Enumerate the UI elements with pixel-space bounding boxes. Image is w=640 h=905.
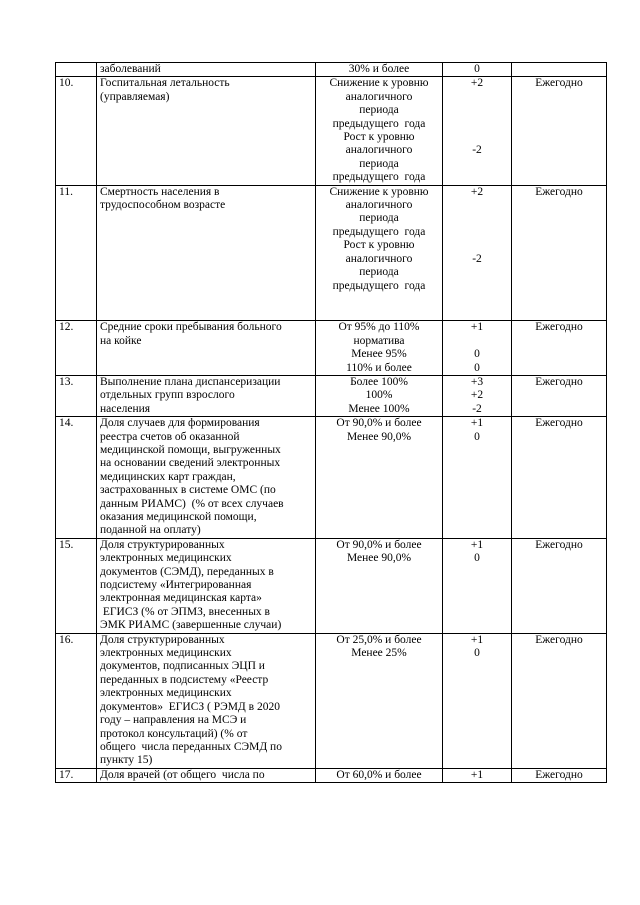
points-value: +1 [470,321,484,334]
indicator-name-line: электронных медицинских [100,552,232,565]
table-row [56,633,607,768]
points-value: 0 [474,552,480,565]
row-number-text: 12. [59,321,74,334]
criteria-line: предыдущего года [332,279,426,292]
criteria-line: Снижение к уровню [329,185,429,198]
periodicity [512,417,607,539]
criteria-line: аналогичного [345,90,413,103]
evaluation-criteria [316,768,443,782]
points-value: 0 [474,647,480,660]
points-value [446,104,508,117]
indicator-name-line: протокол консультаций) (% от [100,727,248,740]
indicator-name-line: медицинской помощи, выгруженных [100,443,281,456]
criteria-line [319,293,439,306]
indicator-name-line: застрахованных в системе ОМС (по [100,484,276,497]
criteria-line: Менее 25% [351,647,407,660]
indicator-name-line: ЕГИСЗ (% от ЭПМЗ, внесенных в [100,605,270,618]
table-row [56,417,607,539]
table-row [56,375,607,416]
criteria-line: аналогичного [345,199,413,212]
criteria-line: От 95% до 110% [338,321,420,334]
points [443,417,512,539]
indicator-name-line: (управляемая) [100,90,170,103]
row-number-text: 16. [59,633,74,646]
indicator-name-line: электронных медицинских [100,687,232,700]
periodicity-text: Ежегодно [535,185,583,198]
criteria-line: периода [359,104,399,117]
periodicity [512,538,607,633]
row-number-text: 11. [59,185,73,198]
evaluation-criteria [316,77,443,185]
indicator-name-line: Доля структурированных [100,538,225,551]
criteria-line: Снижение к уровню [329,77,429,90]
row-number [56,375,97,416]
evaluation-criteria [316,63,443,77]
indicator-name-line: Госпитальная летальность [100,77,230,90]
indicator-name-line: Выполнение плана диспансеризации [100,375,281,388]
criteria-line: Рост к уровню [343,239,415,252]
periodicity-text: Ежегодно [535,375,583,388]
points-value [446,212,508,225]
table-body [56,63,607,783]
periodicity-text: Ежегодно [535,321,583,334]
criteria-line: Рост к уровню [343,131,415,144]
points [443,77,512,185]
points [443,538,512,633]
row-number-text: 17. [59,768,74,781]
table-row [56,768,607,782]
criteria-line: От 25,0% и более [336,633,422,646]
row-number-text: 10. [59,77,74,90]
indicator-name [97,768,316,782]
criteria-line: периода [359,212,399,225]
indicator-name-line: Доля врачей (от общего числа по [100,768,265,781]
points-value [446,335,508,348]
indicator-name-line: переданных в подсистему «Реестр [100,673,269,686]
points-value: +1 [470,768,484,781]
periodicity-text: Ежегодно [535,77,583,90]
periodicity [512,321,607,376]
evaluation-criteria [316,633,443,768]
criteria-line: аналогичного [345,144,413,157]
points-value: +3 [470,375,484,388]
table-row [56,321,607,376]
points-value: 0 [474,361,480,374]
indicator-name-line: Смертность населения в [100,185,220,198]
points-value: 0 [474,348,480,361]
points-value: -2 [472,252,482,265]
criteria-line: Менее 90,0% [346,430,412,443]
table-row [56,185,607,321]
periodicity [512,633,607,768]
periodicity-text: Ежегодно [535,538,583,551]
row-number [56,633,97,768]
points [443,375,512,416]
indicator-name-line: документов» ЕГИСЗ ( РЭМД в 2020 [100,700,280,713]
table-row [56,63,607,77]
row-number [56,417,97,539]
points-value [446,91,508,104]
points-value: +1 [470,538,484,551]
row-number-text: 13. [59,375,74,388]
indicator-name-line: подсистему «Интегрированная [100,579,252,592]
indicator-name-line: поданной на оплату) [100,524,201,537]
evaluation-criteria [316,417,443,539]
indicator-name-line: документов, подписанных ЭЦП и [100,660,265,673]
row-number-text: 15. [59,538,74,551]
points-value [446,239,508,252]
periodicity [512,768,607,782]
indicator-name-line: отдельных групп взрослого [100,389,235,402]
indicators-table [55,62,607,783]
row-number [56,185,97,321]
table-row [56,538,607,633]
indicator-name-line: населения [100,402,151,415]
criteria-line: 110% и более [346,361,412,374]
periodicity-text: Ежегодно [535,768,583,781]
points-value [446,131,508,144]
periodicity [512,77,607,185]
points [443,321,512,376]
indicator-name-line: данным РИАМС) (% от всех случаев [100,497,284,510]
criteria-line: предыдущего года [332,171,426,184]
row-number [56,77,97,185]
indicator-name-line: ЭМК РИАМС (завершенные случаи) [100,619,282,632]
indicator-name [97,77,316,185]
evaluation-criteria [316,375,443,416]
periodicity [512,185,607,321]
points-value: +2 [470,185,484,198]
indicator-name-line: заболеваний [100,63,161,75]
criteria-line: Менее 100% [348,402,410,415]
row-number [56,538,97,633]
indicator-name-line: Средние сроки пребывания больного [100,321,282,334]
indicator-name-line: документов (СЭМД), переданных в [100,565,274,578]
periodicity [512,375,607,416]
criteria-line: Более 100% [350,375,408,388]
table-row [56,77,607,185]
indicator-name-line: электронных медицинских [100,647,232,660]
criteria-line: предыдущего года [332,225,426,238]
row-number-text: 14. [59,417,74,430]
points-value: 0 [474,63,480,75]
points-value [446,226,508,239]
criteria-line: предыдущего года [332,117,426,130]
indicator-name [97,538,316,633]
points-value [446,118,508,131]
points-value: 0 [474,430,480,443]
indicator-name [97,633,316,768]
indicator-name [97,417,316,539]
row-number [56,321,97,376]
indicator-name-line: общего числа переданных СЭМД по [100,740,282,753]
criteria-line: От 60,0% и более [336,768,422,781]
points-value: -2 [472,402,482,415]
indicator-name-line: реестра счетов об оказанной [100,430,240,443]
criteria-line: периода [359,157,399,170]
indicator-name-line: электронная медицинская карта» [100,592,262,605]
criteria-line: От 90,0% и более [336,538,422,551]
criteria-line: Менее 90,0% [346,552,412,565]
row-number [56,63,97,77]
points-value [446,199,508,212]
indicator-name [97,321,316,376]
criteria-line: 100% [365,389,393,402]
criteria-line: норматива [353,334,405,347]
evaluation-criteria [316,538,443,633]
evaluation-criteria [316,185,443,321]
criteria-line: 30% и более [348,63,410,75]
criteria-line: От 90,0% и более [336,417,422,430]
points [443,63,512,77]
row-number [56,768,97,782]
points-value: +2 [470,77,484,90]
points [443,768,512,782]
indicator-name-line: медицинских карт граждан, [100,470,236,483]
criteria-line: аналогичного [345,252,413,265]
indicator-name-line: оказания медицинской помощи, [100,511,257,523]
points [443,185,512,321]
criteria-line: периода [359,266,399,279]
indicator-name-line: на основании сведений электронных [100,457,281,470]
indicator-name-line: на койке [100,334,142,347]
indicator-name-line: Доля структурированных [100,633,225,646]
indicator-name-line: Доля случаев для формирования [100,417,260,430]
points-value: +2 [470,389,484,402]
points-value: +1 [470,417,484,430]
indicator-name [97,375,316,416]
evaluation-criteria [316,321,443,376]
points-value: +1 [470,633,484,646]
periodicity-text: Ежегодно [535,633,583,646]
indicator-name-line: пункту 15) [100,754,153,767]
points [443,633,512,768]
points-value: -2 [472,144,482,157]
indicator-name [97,63,316,77]
indicator-name-line: году – направления на МСЭ и [100,714,247,727]
indicator-name [97,185,316,321]
periodicity-text: Ежегодно [535,417,583,430]
periodicity [512,63,607,77]
indicator-name-line: трудоспособном возрасте [100,199,226,212]
criteria-line: Менее 95% [351,348,407,361]
